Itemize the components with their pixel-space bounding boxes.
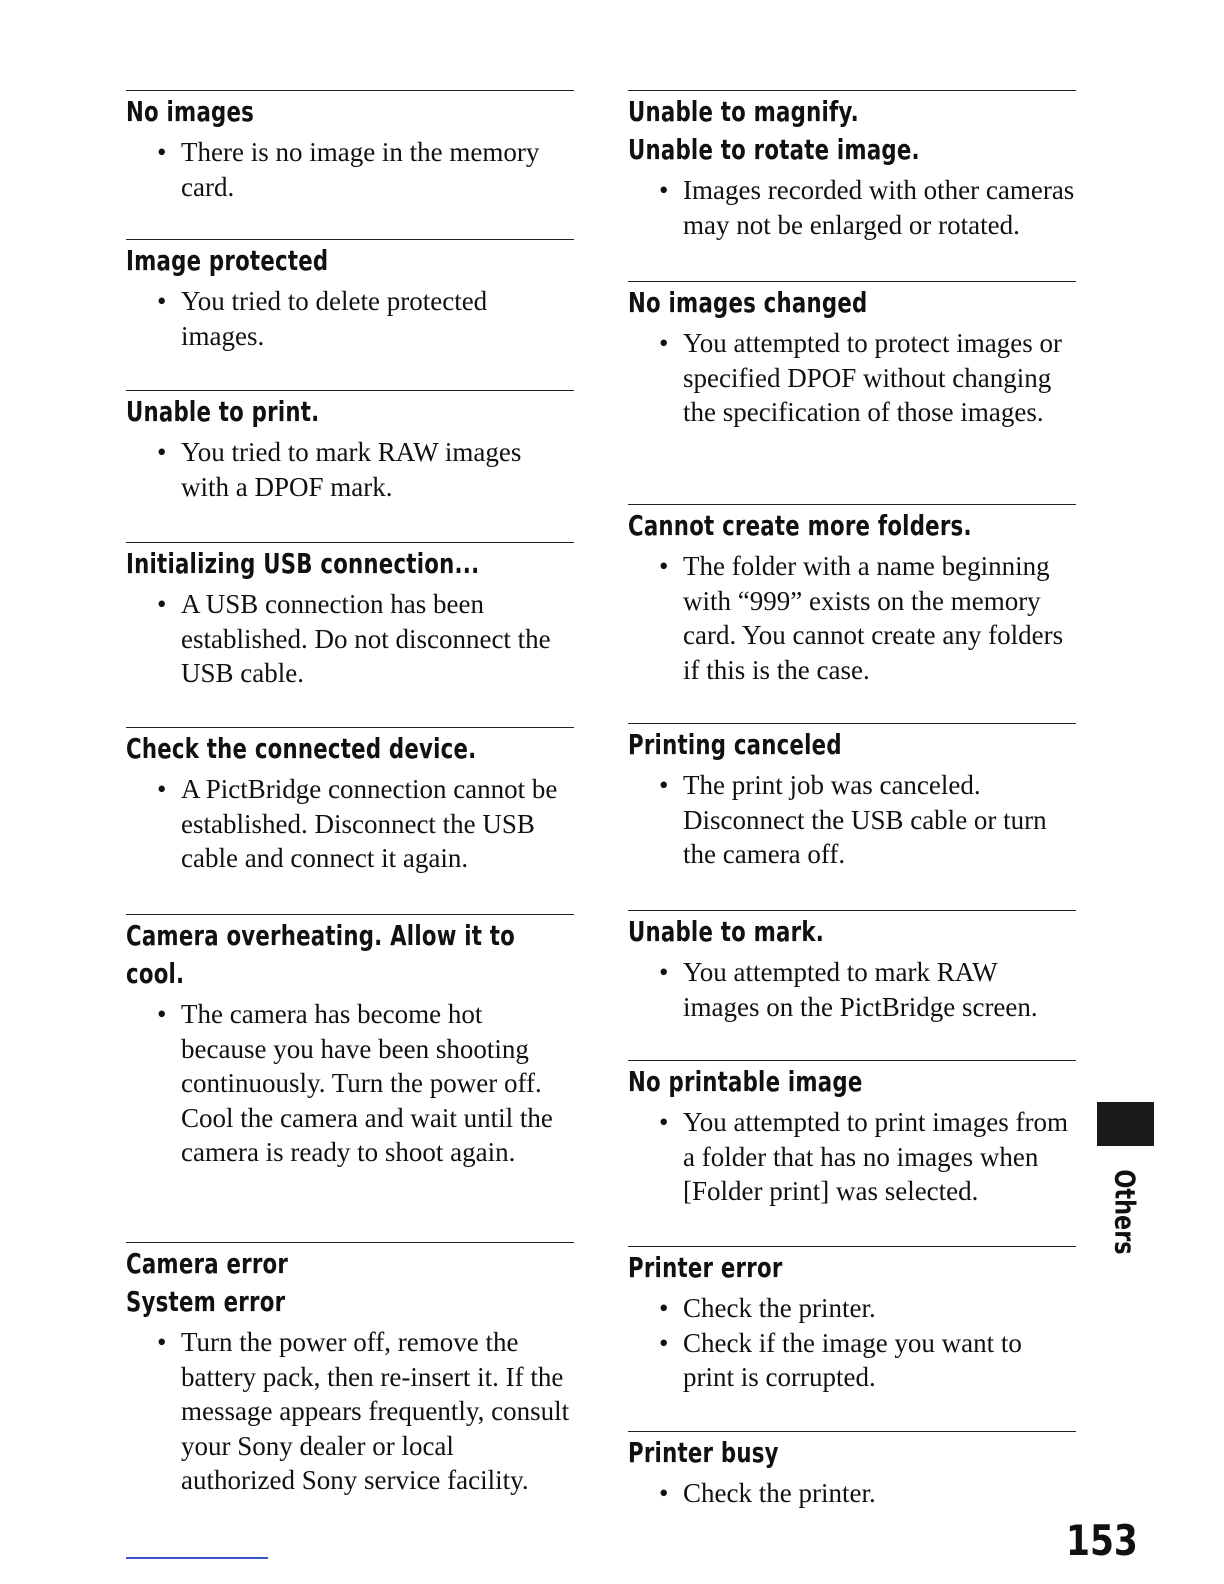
message-heading: Image protected bbox=[126, 244, 329, 277]
bullet-item: • The folder with a name beginning with “999” exists on the memory card. You cannot create any folders if this is the case. bbox=[628, 549, 1076, 687]
bullet-list bbox=[628, 549, 1076, 687]
bullet-list bbox=[628, 173, 1076, 242]
bullet-item: • You tried to delete protected images. bbox=[126, 284, 574, 353]
message-entry-printer-error bbox=[628, 1246, 1076, 1431]
message-heading: Unable to magnify. bbox=[628, 95, 859, 128]
message-heading: Printer error bbox=[628, 1251, 783, 1284]
bullet-list bbox=[126, 284, 574, 353]
message-entry-printer-busy bbox=[628, 1431, 1076, 1511]
message-heading: Initializing USB connection... bbox=[126, 547, 480, 580]
section-index-label bbox=[1088, 1170, 1162, 1254]
bullet-list bbox=[126, 435, 574, 504]
bullet-list bbox=[126, 1325, 574, 1498]
bullet-list bbox=[628, 955, 1076, 1024]
section-index-label-text: Others bbox=[1108, 1169, 1142, 1255]
message-entry-no-images bbox=[126, 90, 574, 239]
bullet-list bbox=[126, 772, 574, 876]
message-heading-secondary: Unable to rotate image. bbox=[628, 133, 920, 166]
message-heading: No images bbox=[126, 95, 255, 128]
bullet-list bbox=[126, 997, 574, 1170]
message-heading: Unable to mark. bbox=[628, 915, 825, 948]
bullet-list bbox=[628, 1476, 1076, 1511]
message-heading-secondary: System error bbox=[126, 1285, 286, 1318]
message-heading: Unable to print. bbox=[126, 395, 320, 428]
message-entry-initializing-usb bbox=[126, 542, 574, 727]
message-heading: No images changed bbox=[628, 286, 868, 319]
message-entry-camera-overheating bbox=[126, 914, 574, 1242]
message-heading: Camera error bbox=[126, 1247, 289, 1280]
bullet-list bbox=[126, 587, 574, 691]
message-heading: Printer busy bbox=[628, 1436, 779, 1469]
message-entry-printing-canceled bbox=[628, 723, 1076, 910]
bullet-item: • A PictBridge connection cannot be established. Disconnect the USB cable and connect it again. bbox=[126, 772, 574, 876]
message-heading: Printing canceled bbox=[628, 728, 842, 761]
message-entry-check-device bbox=[126, 727, 574, 914]
bullet-item: • There is no image in the memory card. bbox=[126, 135, 574, 204]
bullet-item: • The camera has become hot because you have been shooting continuously. Turn the power off. Cool the camera and wait until the camera is ready to shoot again. bbox=[126, 997, 574, 1170]
message-entry-no-images-changed bbox=[628, 281, 1076, 504]
message-entry-no-printable-image bbox=[628, 1060, 1076, 1246]
right-column bbox=[628, 90, 1076, 1511]
bullet-list bbox=[628, 1291, 1076, 1395]
bullet-list bbox=[628, 326, 1076, 430]
message-entry-image-protected bbox=[126, 239, 574, 390]
message-heading: Camera overheating. Allow it to cool. bbox=[126, 919, 516, 990]
bullet-item: • You attempted to mark RAW images on the PictBridge screen. bbox=[628, 955, 1076, 1024]
bullet-item: • Images recorded with other cameras may not be enlarged or rotated. bbox=[628, 173, 1076, 242]
message-heading: Cannot create more folders. bbox=[628, 509, 972, 542]
message-heading: No printable image bbox=[628, 1065, 863, 1098]
bullet-list bbox=[126, 135, 574, 204]
left-column bbox=[126, 90, 574, 1498]
bullet-item: • Check if the image you want to print is corrupted. bbox=[628, 1326, 1076, 1395]
bullet-item: • The print job was canceled. Disconnect the USB cable or turn the camera off. bbox=[628, 768, 1076, 872]
bullet-item: • A USB connection has been established. Do not disconnect the USB cable. bbox=[126, 587, 574, 691]
message-entry-unable-to-print bbox=[126, 390, 574, 542]
message-entry-unable-to-mark bbox=[628, 910, 1076, 1060]
message-entry-cannot-create-folders bbox=[628, 504, 1076, 723]
bullet-item: • You attempted to print images from a folder that has no images when [Folder print] was selected. bbox=[628, 1105, 1076, 1209]
bullet-item: • Check the printer. bbox=[628, 1476, 1076, 1511]
bullet-list bbox=[628, 768, 1076, 872]
message-entry-camera-error bbox=[126, 1242, 574, 1498]
message-entry-unable-to-magnify bbox=[628, 90, 1076, 281]
bullet-list bbox=[628, 1105, 1076, 1209]
message-heading: Check the connected device. bbox=[126, 732, 477, 765]
footer-rule bbox=[126, 1557, 268, 1559]
bullet-item: • You tried to mark RAW images with a DPOF mark. bbox=[126, 435, 574, 504]
bullet-item: • You attempted to protect images or specified DPOF without changing the specification of those images. bbox=[628, 326, 1076, 430]
page-number: 153 bbox=[1066, 1516, 1138, 1565]
section-index-tab-marker bbox=[1097, 1102, 1154, 1146]
bullet-item: • Check the printer. bbox=[628, 1291, 1076, 1326]
bullet-item: • Turn the power off, remove the battery pack, then re-insert it. If the message appears frequently, consult your Sony dealer or local authorized Sony service facility. bbox=[126, 1325, 574, 1498]
